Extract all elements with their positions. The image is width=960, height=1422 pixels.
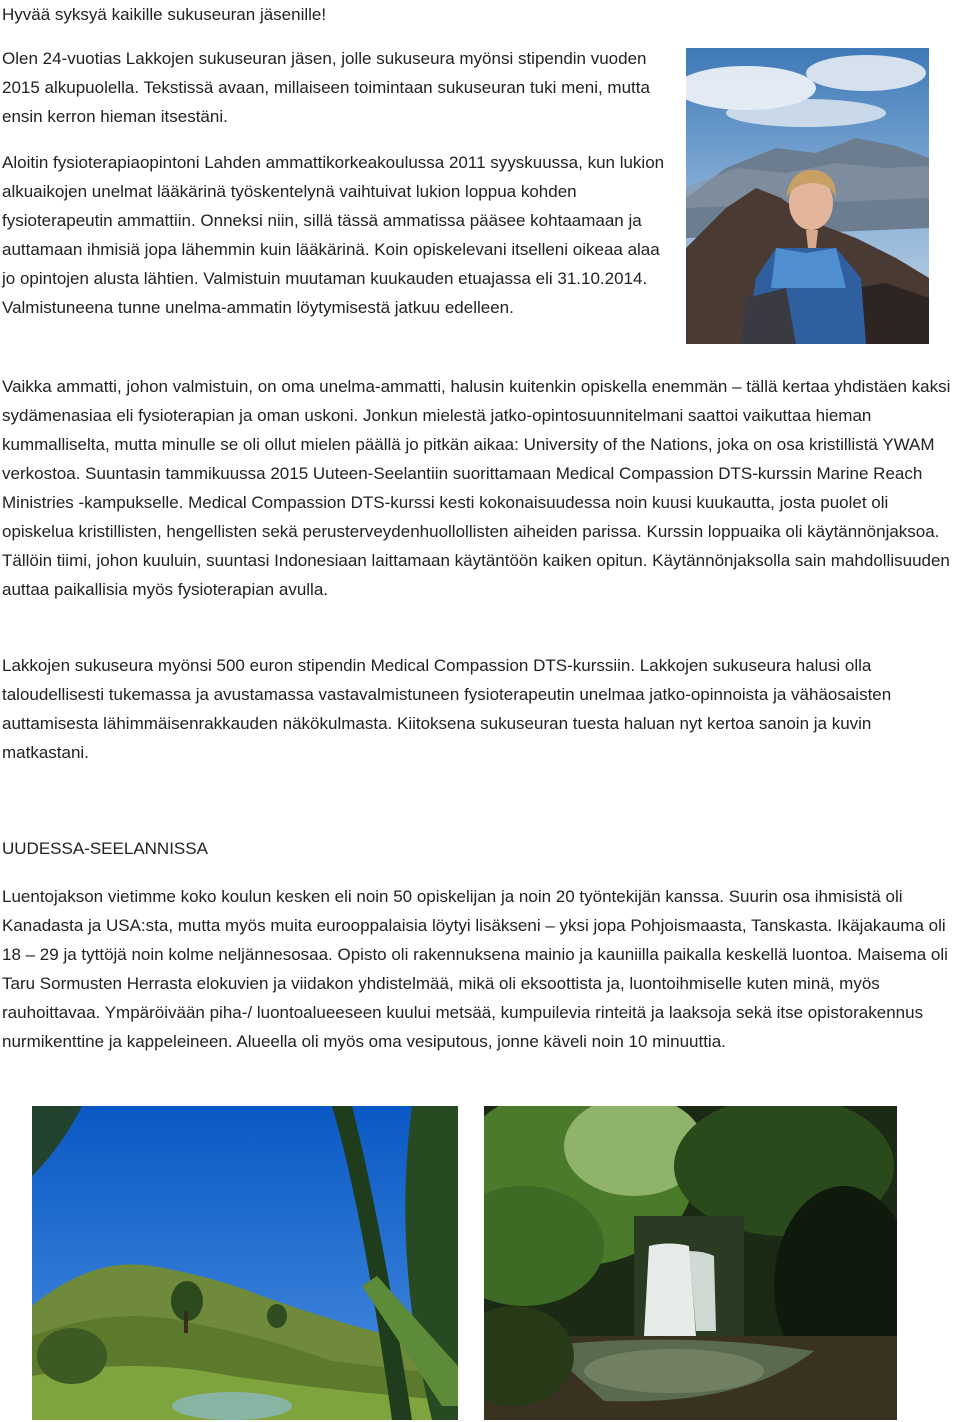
stipend-paragraph: Lakkojen sukuseura myönsi 500 euron stipendin Medical Compassion DTS-kurssiin. Lakkojen sukuseura halusi olla taloudellisesti tukemassa ja avustamassa vastavalmistuneen fysioterapeutin unelmaa jatko-opinnoista ja vähäosaisten auttamisesta lähimmäisenrakkauden näkökulmasta. Kiitoksena sukuseuran tuesta haluan nyt kertoa sanoin ja kuvin matkastani. (2, 656, 892, 762)
green-hills-landscape-photo (32, 1106, 458, 1420)
studies-paragraph: Aloitin fysioterapiaopintoni Lahden ammattikorkeakoulussa 2011 syyskuussa, kun lukion alkuaikojen unelmat lääkärinä työskentelynä vaihtuivat lukion loppua kohden fysioterapeutin ammattiin. Onneksi niin, sillä tässä ammatissa pääsee kohtaamaan ja auttamaan ihmisiä jopa lähemmin kuin lääkärinä. Koin opiskelevani itselleni oikeaa alaa jo opintojen alusta lähtien. Valmistuin muutaman kuukauden etuajassa eli 31.10.2014. Valmistuneena tunne unelma-ammatin löytymisestä jatkuu edelleen. (2, 153, 665, 317)
waterfall-in-forest-photo (484, 1106, 897, 1420)
new-zealand-paragraph: Luentojakson vietimme koko koulun kesken eli noin 50 opiskelijan ja noin 20 työntekijän kanssa. Suurin osa ihmisistä oli Kanadasta ja USA:sta, mutta myös muita eurooppalaisia löytyi lisäkseni – yksi jopa Pohjoismaasta, Tanskasta. Ikäjakauma oli 18 – 29 ja tyttöjä noin kolme neljännesosaa. Opisto oli rakennuksena mainio ja kauniilla paikalla keskellä luontoa. Maisema oli Taru Sormusten Herrasta elokuvien ja viidakon yhdistelmää, mikä oli eksoottista ja, luontoihmiselle kuten minä, myös rauhoittavaa. Ympäröivään piha-/ luontoalueeseen kuului metsää, kumpuilevia rinteitä ja laaksoja sekä itse opistorakennus nurmikenttine ja kappeleineen. Alueella oli myös oma vesiputous, jonne käveli noin 10 minuuttia. (2, 887, 948, 1051)
intro-paragraph: Olen 24-vuotias Lakkojen sukuseuran jäsen, jolle sukuseura myönsi stipendin vuoden 2015 alkupuolella. Tekstissä avaan, millaiseen toimintaan sukuseuran tuki meni, mutta ensin kerron hieman itsestäni. (2, 49, 650, 126)
course-paragraph: Vaikka ammatti, johon valmistuin, on oma unelma-ammatti, halusin kuitenkin opiskella enemmän – tällä kertaa yhdistäen kaksi sydämenasiaa eli fysioterapian ja oman uskoni. Jonkun mielestä jatko-opintosuunnitelmani saattoi vaikuttaa hieman kummalliselta, mutta minulle se oli ollut mielen päällä jo pitkän aikaa: University of the Nations, joka on osa kristillistä YWAM verkostoa. Suuntasin tammikuussa 2015 Uuteen-Seelantiin suorittamaan Medical Compassion DTS-kurssin Marine Reach Ministries -kampukselle. Medical Compassion DTS-kurssi kesti kokonaisuudessa noin kuusi kuukautta, josta puolet oli opiskelua kristillisten, hengellisten sekä perusterveydenhuollollisten aiheiden parissa. Kurssin loppuaika oli käytännönjaksoa. Tällöin tiimi, johon kuuluin, suuntasi Indonesiaan laittamaan käytäntöön kaiken opitun. Käytännönjaksolla sain mahdollisuuden auttaa paikallisia myös fysioterapian avulla. (2, 377, 951, 599)
section-heading: UUDESSA-SEELANNISSA (2, 839, 208, 858)
greeting: Hyvää syksyä kaikille sukuseuran jäsenille! (2, 5, 327, 24)
portrait-on-mountain-photo (686, 48, 929, 344)
